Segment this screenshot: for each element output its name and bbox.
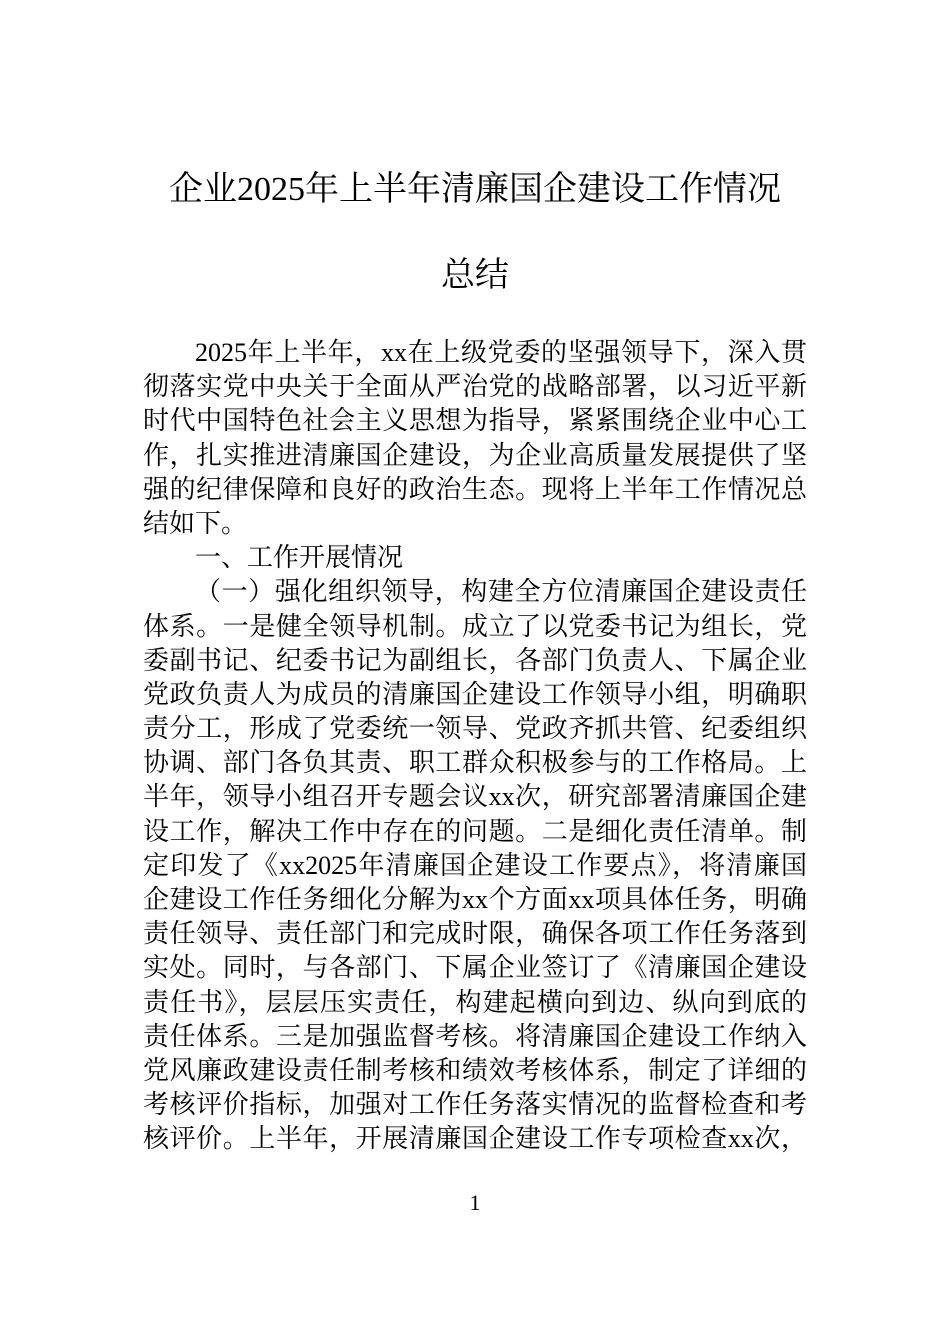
paragraph-line: 核评价。上半年，开展清廉国企建设工作专项检查xx次， (143, 1124, 807, 1154)
document-body (143, 336, 807, 1157)
paragraph-line: 责任书》，层层压实责任，构建起横向到边、纵向到底的 (143, 987, 807, 1017)
paragraph-line: 党风廉政建设责任制考核和绩效考核体系，制定了详细的 (143, 1055, 807, 1085)
page-number: 1 (469, 1190, 481, 1215)
paragraph-line: 作，扎实推进清廉国企建设，为企业高质量发展提供了坚 (143, 440, 807, 470)
paragraph-line: 责任体系。三是加强监督考核。将清廉国企建设工作纳入 (143, 1021, 807, 1051)
paragraph-line: 彻落实党中央关于全面从严治党的战略部署，以习近平新 (143, 372, 807, 402)
title-line-2: 总结 (441, 257, 509, 294)
paragraph-line: 责分工，形成了党委统一领导、党政齐抓共管、纪委组织 (143, 714, 807, 744)
paragraph-line: 设工作，解决工作中存在的问题。二是细化责任清单。制 (143, 816, 807, 846)
paragraph-line: 责任领导、责任部门和完成时限，确保各项工作任务落到 (143, 919, 807, 949)
paragraph-line: 委副书记、纪委书记为副组长，各部门负责人、下属企业 (143, 645, 807, 675)
paragraph-line: 体系。一是健全领导机制。成立了以党委书记为组长，党 (143, 611, 807, 641)
paragraph-line: 考核评价指标，加强对工作任务落实情况的监督检查和考 (143, 1090, 807, 1120)
paragraph-line: 实处。同时，与各部门、下属企业签订了《清廉国企建设 (143, 953, 807, 983)
paragraph-line: 党政负责人为成员的清廉国企建设工作领导小组，明确职 (143, 679, 807, 709)
paragraph-line: 企建设工作任务细化分解为xx个方面xx项具体任务，明确 (143, 885, 807, 914)
paragraph-line: 时代中国特色社会主义思想为指导，紧紧围绕企业中心工 (143, 406, 807, 436)
paragraph-line: 定印发了《xx2025年清廉国企建设工作要点》，将清廉国 (143, 850, 807, 880)
document-title (143, 168, 807, 298)
paragraph-line: 结如下。 (143, 508, 248, 538)
paragraph-line: 2025年上半年，xx在上级党委的坚强领导下，深入贯 (195, 338, 807, 367)
paragraph-line: （一）强化组织领导，构建全方位清廉国企建设责任 (195, 577, 807, 607)
paragraph-line: 强的纪律保障和良好的政治生态。现将上半年工作情况总 (143, 474, 807, 504)
paragraph-line: 协调、部门各负其责、职工群众积极参与的工作格局。上 (143, 748, 807, 778)
paragraph-line: 半年，领导小组召开专题会议xx次，研究部署清廉国企建 (143, 782, 807, 812)
section-heading: 一、工作开展情况 (195, 543, 404, 573)
title-line-1: 企业2025年上半年清廉国企建设工作情况 (169, 171, 781, 208)
